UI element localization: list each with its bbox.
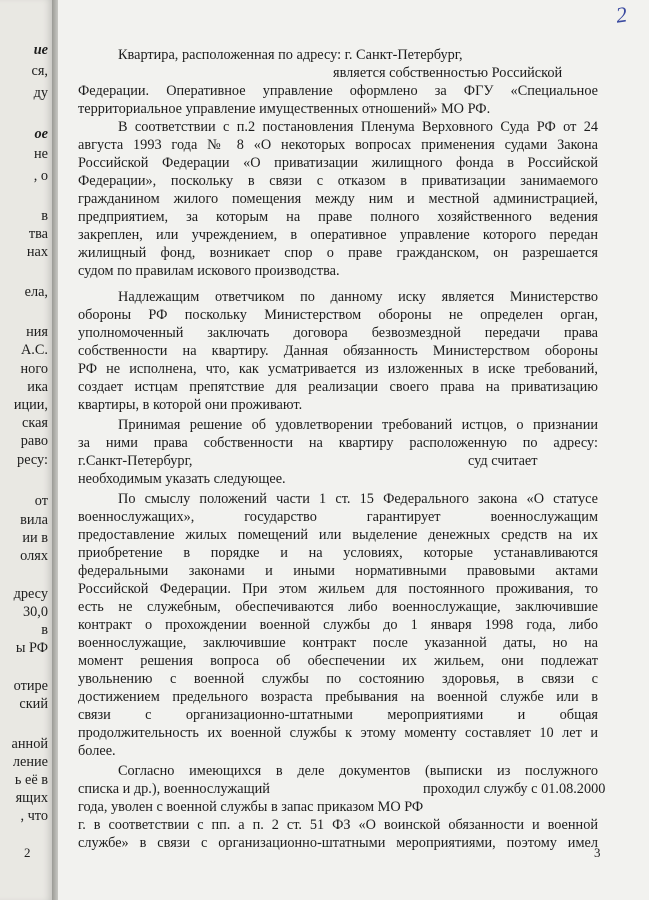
left-page-text-fragment: тва bbox=[28, 226, 48, 242]
document-text-line: Федерации», поскольку в связи с отказом в приватизации занимаемого bbox=[78, 173, 598, 189]
left-page-text-fragment: ресу: bbox=[17, 452, 48, 468]
left-page-text-fragment: в bbox=[41, 208, 48, 224]
document-text-line: контракт о прохождении военной службы до 1 января 1998 года, либо bbox=[78, 617, 598, 633]
document-text-line: службе» в связи с организационно-штатными мероприятиями, поэтому имел bbox=[78, 835, 598, 851]
document-text-line: г.Санкт-Петербург, bbox=[78, 453, 193, 469]
left-page-text-fragment: олях bbox=[20, 548, 48, 564]
document-text-line: проходил службу с 01.08.2000 bbox=[423, 781, 606, 797]
left-page-text-fragment: ного bbox=[20, 361, 48, 377]
left-page-text-fragment: ие bbox=[33, 42, 48, 58]
left-page-text-fragment: иции, bbox=[13, 397, 48, 413]
left-page-text-fragment: в bbox=[41, 622, 48, 638]
left-page-text-fragment: раво bbox=[20, 433, 48, 449]
left-page-text-fragment: ящих bbox=[15, 790, 48, 806]
left-page-text-fragment: нах bbox=[26, 244, 48, 260]
document-text-line: территориальное управление имущественных отношений» МО РФ. bbox=[78, 101, 491, 117]
document-text-line: По смыслу положений части 1 ст. 15 Федерального закона «О статусе bbox=[118, 491, 598, 507]
document-text-line: достижением предельного возраста пребывания на военной службе или в bbox=[78, 689, 598, 705]
left-page-text-fragment: ь её в bbox=[14, 772, 48, 788]
left-page-text-fragment: , о bbox=[33, 168, 48, 184]
document-text-line: Согласно имеющихся в деле документов (выписки из послужного bbox=[118, 763, 598, 779]
document-text-line: года, уволен с военной службы в запас приказом МО РФ bbox=[78, 799, 424, 815]
document-text-line: военнослужащие, заключившие контракт после указанной даты, но на bbox=[78, 635, 598, 651]
document-text-line: суд считает bbox=[468, 453, 538, 469]
document-text-line: закреплен, или учреждением, в оперативное управление которого передан bbox=[78, 227, 598, 243]
document-text-line: необходимым указать следующее. bbox=[78, 471, 286, 487]
document-text-line: федеральными законами и иными нормативными правовыми актами bbox=[78, 563, 598, 579]
document-text-line: РФ не исполнена, что, как усматривается из изложенных в иске требований, bbox=[78, 361, 598, 377]
document-page bbox=[58, 0, 649, 900]
left-page-text-fragment: ния bbox=[26, 324, 48, 340]
document-text-line: военнослужащих», государство гарантирует военнослужащим bbox=[78, 509, 598, 525]
left-page-text-fragment: ии в bbox=[22, 530, 48, 546]
document-text-line: гражданином жилого помещения между ним и местной администрацией, bbox=[78, 191, 598, 207]
document-text-line: момент решения вопроса об обеспечении их жильем, они подлежат bbox=[78, 653, 598, 669]
left-page-text-fragment: ика bbox=[27, 379, 48, 395]
left-page-text-fragment: не bbox=[34, 146, 48, 162]
page-number: 3 bbox=[594, 845, 601, 860]
document-text-line: квартиры, в которой они проживают. bbox=[78, 397, 303, 413]
document-text-line: жилищный фонд, возникает спор о праве гражданском, он разрешается bbox=[78, 245, 598, 261]
document-text-line: создает истцам препятствие для реализации своего права на приватизацию bbox=[78, 379, 598, 395]
left-page-text-fragment: ся, bbox=[31, 63, 48, 79]
document-text-line: приобретение в порядке и на условиях, которые устанавливаются bbox=[78, 545, 598, 561]
left-page-text-fragment: анной bbox=[11, 736, 48, 752]
document-text-line: Принимая решение об удовлетворении требований истцов, о признании bbox=[118, 417, 598, 433]
left-page-text-fragment: 30,0 bbox=[22, 604, 48, 620]
left-page-text-fragment: вила bbox=[20, 512, 48, 528]
left-page-text-fragment: , что bbox=[20, 808, 48, 824]
document-text-line: продолжительность их военной службы к этому моменту составляет 10 лет и bbox=[78, 725, 598, 741]
handwritten-page-number: 2 bbox=[614, 1, 629, 28]
document-text-line: есть не служебным, обеспечиваются либо военнослужащие, заключившие bbox=[78, 599, 598, 615]
left-page-text-fragment: ская bbox=[22, 415, 48, 431]
left-page-text-fragment: дресу bbox=[13, 586, 48, 602]
document-text-line: увольнению с военной службы по состоянию здоровья, в связи с bbox=[78, 671, 598, 687]
left-page-text-fragment: отире bbox=[13, 678, 48, 694]
document-text-line: августа 1993 года № 8 «О некоторых вопросах применения судами Закона bbox=[78, 137, 598, 153]
document-text-line: В соответствии с п.2 постановления Пленума Верховного Суда РФ от 24 bbox=[118, 119, 598, 135]
left-page-text-fragment: А.С. bbox=[20, 342, 48, 358]
document-text-line: уполномоченный заключать договора безвозмездной передачи права bbox=[78, 325, 598, 341]
document-text-line: Квартира, расположенная по адресу: г. Санкт-Петербург, bbox=[118, 47, 463, 63]
left-page-text-fragment: от bbox=[34, 493, 48, 509]
document-text-line: списка и др.), военнослужащий bbox=[78, 781, 270, 797]
left-page-text-fragment: ду bbox=[33, 85, 48, 101]
document-text-line: собственности на квартиру. Данная обязанность Министерством обороны bbox=[78, 343, 598, 359]
document-text-line: Надлежащим ответчиком по данному иску является Министерство bbox=[118, 289, 598, 305]
left-page-text-fragment: ы РФ bbox=[15, 640, 48, 656]
document-text-line: связи с организационно-штатными мероприятиями и общая bbox=[78, 707, 598, 723]
document-text-line: более. bbox=[78, 743, 116, 759]
document-text-line: за ними права собственности на квартиру расположенную по адресу: bbox=[78, 435, 598, 451]
left-page-text-fragment: ление bbox=[12, 754, 48, 770]
document-text-line: Российской Федерации. При этом жильем для постоянного проживания, то bbox=[78, 581, 598, 597]
document-text-line: г. в соответствии с пп. а п. 2 ст. 51 ФЗ «О воинской обязанности и военной bbox=[78, 817, 598, 833]
left-page-text-fragment: ела, bbox=[24, 284, 48, 300]
document-text-line: обороны РФ поскольку Министерством обороны не определен орган, bbox=[78, 307, 598, 323]
left-page-text-fragment: ое bbox=[34, 126, 48, 142]
document-text-line: Российской Федерации «О приватизации жилищного фонда в Российской bbox=[78, 155, 598, 171]
document-text-line: судом по правилам искового производства. bbox=[78, 263, 340, 279]
document-text-line: является собственностью Российской bbox=[333, 65, 563, 81]
document-text-line: Федерации. Оперативное управление оформлено за ФГУ «Специальное bbox=[78, 83, 598, 99]
left-page-fragment bbox=[0, 0, 52, 900]
document-text-line: предоставление жилых помещений или выделение денежных средств на их bbox=[78, 527, 598, 543]
left-page-text-fragment: ский bbox=[19, 696, 48, 712]
document-text-line: предприятием, за которым на праве полного хозяйственного ведения bbox=[78, 209, 598, 225]
left-page-number: 2 bbox=[24, 845, 31, 860]
